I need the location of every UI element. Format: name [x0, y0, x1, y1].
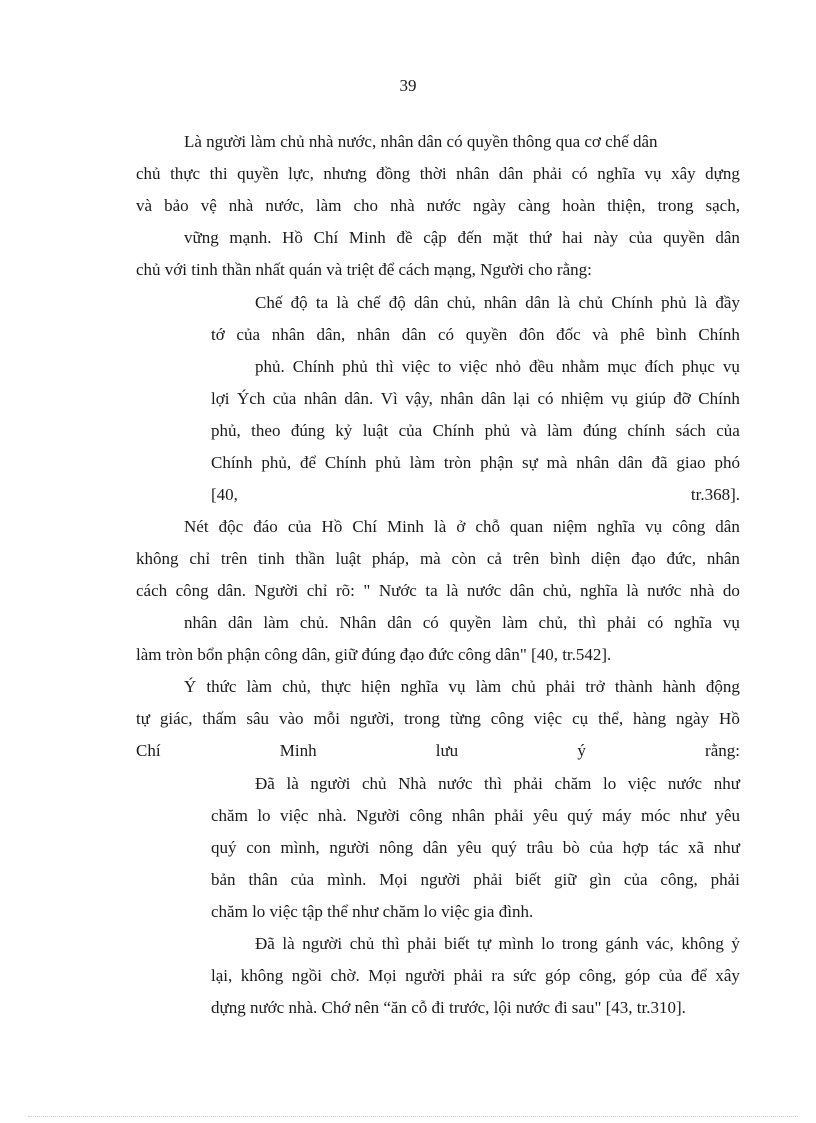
text-line: nhân dân làm chủ. Nhân dân có quyền làm chủ, thì phải có nghĩa vụ: [184, 613, 740, 632]
bottom-rule: [28, 1116, 798, 1117]
quote-line: Chính phủ, để Chính phủ làm tròn phận sự mà nhân dân đã giao phó: [211, 453, 740, 472]
quote-line: phủ. Chính phủ thì việc to việc nhỏ đều nhằm mục đích phục vụ: [255, 357, 740, 376]
quote-line: phủ, theo đúng kỷ luật của Chính phủ và làm đúng chính sách của: [211, 421, 740, 440]
quote-line: Đã là người chủ Nhà nước thì phải chăm lo việc nước như: [255, 774, 740, 793]
quote-line: tớ của nhân dân, nhân dân có quyền đôn đốc và phê bình Chính: [211, 325, 740, 344]
quote-line: lại, không ngồi chờ. Mọi người phải ra sức góp công, góp của để xây: [211, 966, 740, 985]
page-number: 39: [399, 76, 417, 95]
text-line: và bảo vệ nhà nước, làm cho nhà nước ngày càng hoàn thiện, trong sạch,: [136, 196, 740, 215]
text-line: vững mạnh. Hồ Chí Minh đề cập đến mặt thứ hai này của quyền dân: [184, 228, 740, 247]
text-line: chủ thực thi quyền lực, nhưng đồng thời nhân dân phải có nghĩa vụ xây dựng: [136, 164, 740, 183]
text-line: chủ với tinh thần nhất quán và triệt để cách mạng, Người cho rằng:: [136, 260, 592, 279]
quote-line: lợi Ých của nhân dân. Vì vậy, nhân dân lại có nhiệm vụ giúp đỡ Chính: [211, 389, 740, 408]
quote-line: bản thân của mình. Mọi người phải biết giữ gìn của công, phải: [211, 870, 740, 889]
text-line: không chỉ trên tinh thần luật pháp, mà còn cả trên bình diện đạo đức, nhân: [136, 549, 740, 568]
text-line: Nét độc đáo của Hồ Chí Minh là ở chỗ quan niệm nghĩa vụ công dân: [184, 517, 740, 536]
quote-citation: [40, tr.368].: [211, 485, 740, 504]
text-line: Là người làm chủ nhà nước, nhân dân có quyền thông qua cơ chế dân: [184, 132, 658, 151]
text-line: Ý thức làm chủ, thực hiện nghĩa vụ làm chủ phải trở thành hành động: [184, 677, 740, 696]
quote-line: quý con mình, người nông dân yêu quý trâu bò của hợp tác xã như: [211, 838, 740, 857]
text-line: tự giác, thấm sâu vào mỗi người, trong từng công việc cụ thể, hàng ngày Hồ: [136, 709, 740, 728]
text-line: Chí Minh lưu ý rằng:: [136, 741, 740, 760]
quote-line: dựng nước nhà. Chớ nên “ăn cỗ đi trước, lội nước đi sau" [43, tr.310].: [211, 998, 686, 1017]
quote-line: Đã là người chủ thì phải biết tự mình lo trong gánh vác, không ỷ: [255, 934, 740, 953]
text-line: làm tròn bổn phận công dân, giữ đúng đạo đức công dân" [40, tr.542].: [136, 645, 612, 664]
quote-line: chăm lo việc nhà. Người công nhân phải yêu quý máy móc như yêu: [211, 806, 740, 825]
quote-line: chăm lo việc tập thể như chăm lo việc gia đình.: [211, 902, 534, 921]
text-line: cách công dân. Người chỉ rõ: " Nước ta là nước dân chủ, nghĩa là nước nhà do: [136, 581, 740, 600]
quote-line: Chế độ ta là chế độ dân chủ, nhân dân là chủ Chính phủ là đầy: [255, 293, 740, 312]
